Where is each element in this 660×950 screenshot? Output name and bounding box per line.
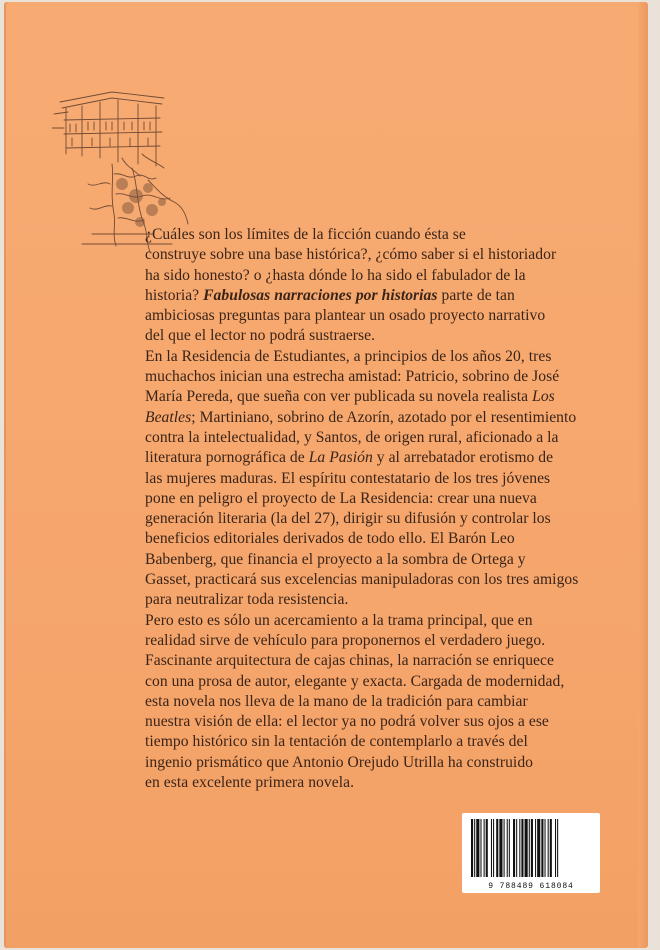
blurb-line: Gasset, practicará sus excelencias manipuladoras con los tres amigos [145, 571, 579, 589]
back-cover-blurb [145, 225, 615, 793]
blurb-line: tiempo histórico sin la tentación de contemplarlo a través del [145, 733, 528, 751]
blurb-line: ingenio prismático que Antonio Orejudo Utrilla ha construido [145, 753, 534, 771]
novel-title: Beatles [145, 408, 192, 426]
book-title: Fabulosas narraciones por historias [203, 286, 438, 304]
blurb-line: en esta excelente primera novela. [145, 774, 355, 792]
blurb-line: para neutralizar toda resistencia. [145, 591, 349, 609]
isbn-barcode [462, 813, 600, 893]
blurb-line: del que el lector no podrá sustraerse. [145, 327, 376, 345]
blurb-text: parte de tan [437, 286, 515, 304]
blurb-line [145, 387, 615, 407]
blurb-line: Babenberg, que financia el proyecto a la sombra de Ortega y [145, 550, 526, 568]
blurb-line [145, 286, 615, 306]
novel-title: Los [532, 388, 555, 406]
blurb-line: generación literaria (la del 27), dirigir su difusión y controlar los [145, 510, 551, 528]
blurb-line [145, 448, 615, 468]
magazine-title: La Pasión [308, 449, 373, 467]
blurb-line: con una prosa de autor, elegante y exacta. Cargada de modernidad, [145, 672, 565, 690]
blurb-paragraph-1 [145, 225, 615, 347]
blurb-line: En la Residencia de Estudiantes, a principios de los años 20, tres [145, 347, 552, 365]
blurb-line: pone en peligro el proyecto de La Residencia: crear una nueva [145, 489, 537, 507]
blurb-line: contra la intelectualidad, y Santos, de origen rural, aficionado a la [145, 428, 559, 446]
blurb-paragraph-2 [145, 347, 615, 611]
blurb-text: literatura pornográfica de [145, 449, 309, 467]
isbn-number: 9 788489 618084 [488, 882, 574, 891]
blurb-line: nuestra visión de ella: el lector ya no podrá volver sus ojos a ese [145, 713, 549, 731]
blurb-line: esta novela nos lleva de la mano de la tradición para cambiar [145, 692, 528, 710]
blurb-paragraph-3 [145, 611, 615, 794]
blurb-text: ; Martiniano, sobrino de Azorín, azotado por el resentimiento [191, 408, 577, 426]
blurb-line: Pero esto es sólo un acercamiento a la trama principal, que en [145, 611, 533, 629]
blurb-line: ha sido honesto? o ¿hasta dónde lo ha sido el fabulador de la [145, 266, 526, 284]
blurb-text: María Pereda, que sueña con ver publicada su novela realista [145, 388, 533, 406]
blurb-line: construye sobre una base histórica?, ¿cómo saber si el historiador [145, 246, 557, 264]
blurb-line: ¿Cuáles son los límites de la ficción cuando ésta se [145, 226, 466, 243]
blurb-line: realidad sirve de vehículo para proponernos el verdadero juego. [145, 631, 546, 649]
book-back-cover [4, 2, 648, 948]
blurb-line [145, 408, 615, 428]
blurb-text: y al arrebatador erotismo de [372, 449, 554, 467]
blurb-line: beneficios editoriales derivados de todo ello. El Barón Leo [145, 530, 515, 548]
blurb-line: ambiciosas preguntas para plantear un osado proyecto narrativo [145, 307, 546, 325]
blurb-line: Fascinante arquitectura de cajas chinas, la narración se enriquece [145, 652, 554, 670]
blurb-line: muchachos inician una estrecha amistad: Patricio, sobrino de José [145, 368, 560, 386]
barcode-bars [471, 819, 591, 877]
cover-edge [638, 2, 648, 948]
blurb-line: las mujeres maduras. El espíritu contestatario de los tres jóvenes [145, 469, 551, 487]
blurb-text: historia? [145, 286, 204, 304]
